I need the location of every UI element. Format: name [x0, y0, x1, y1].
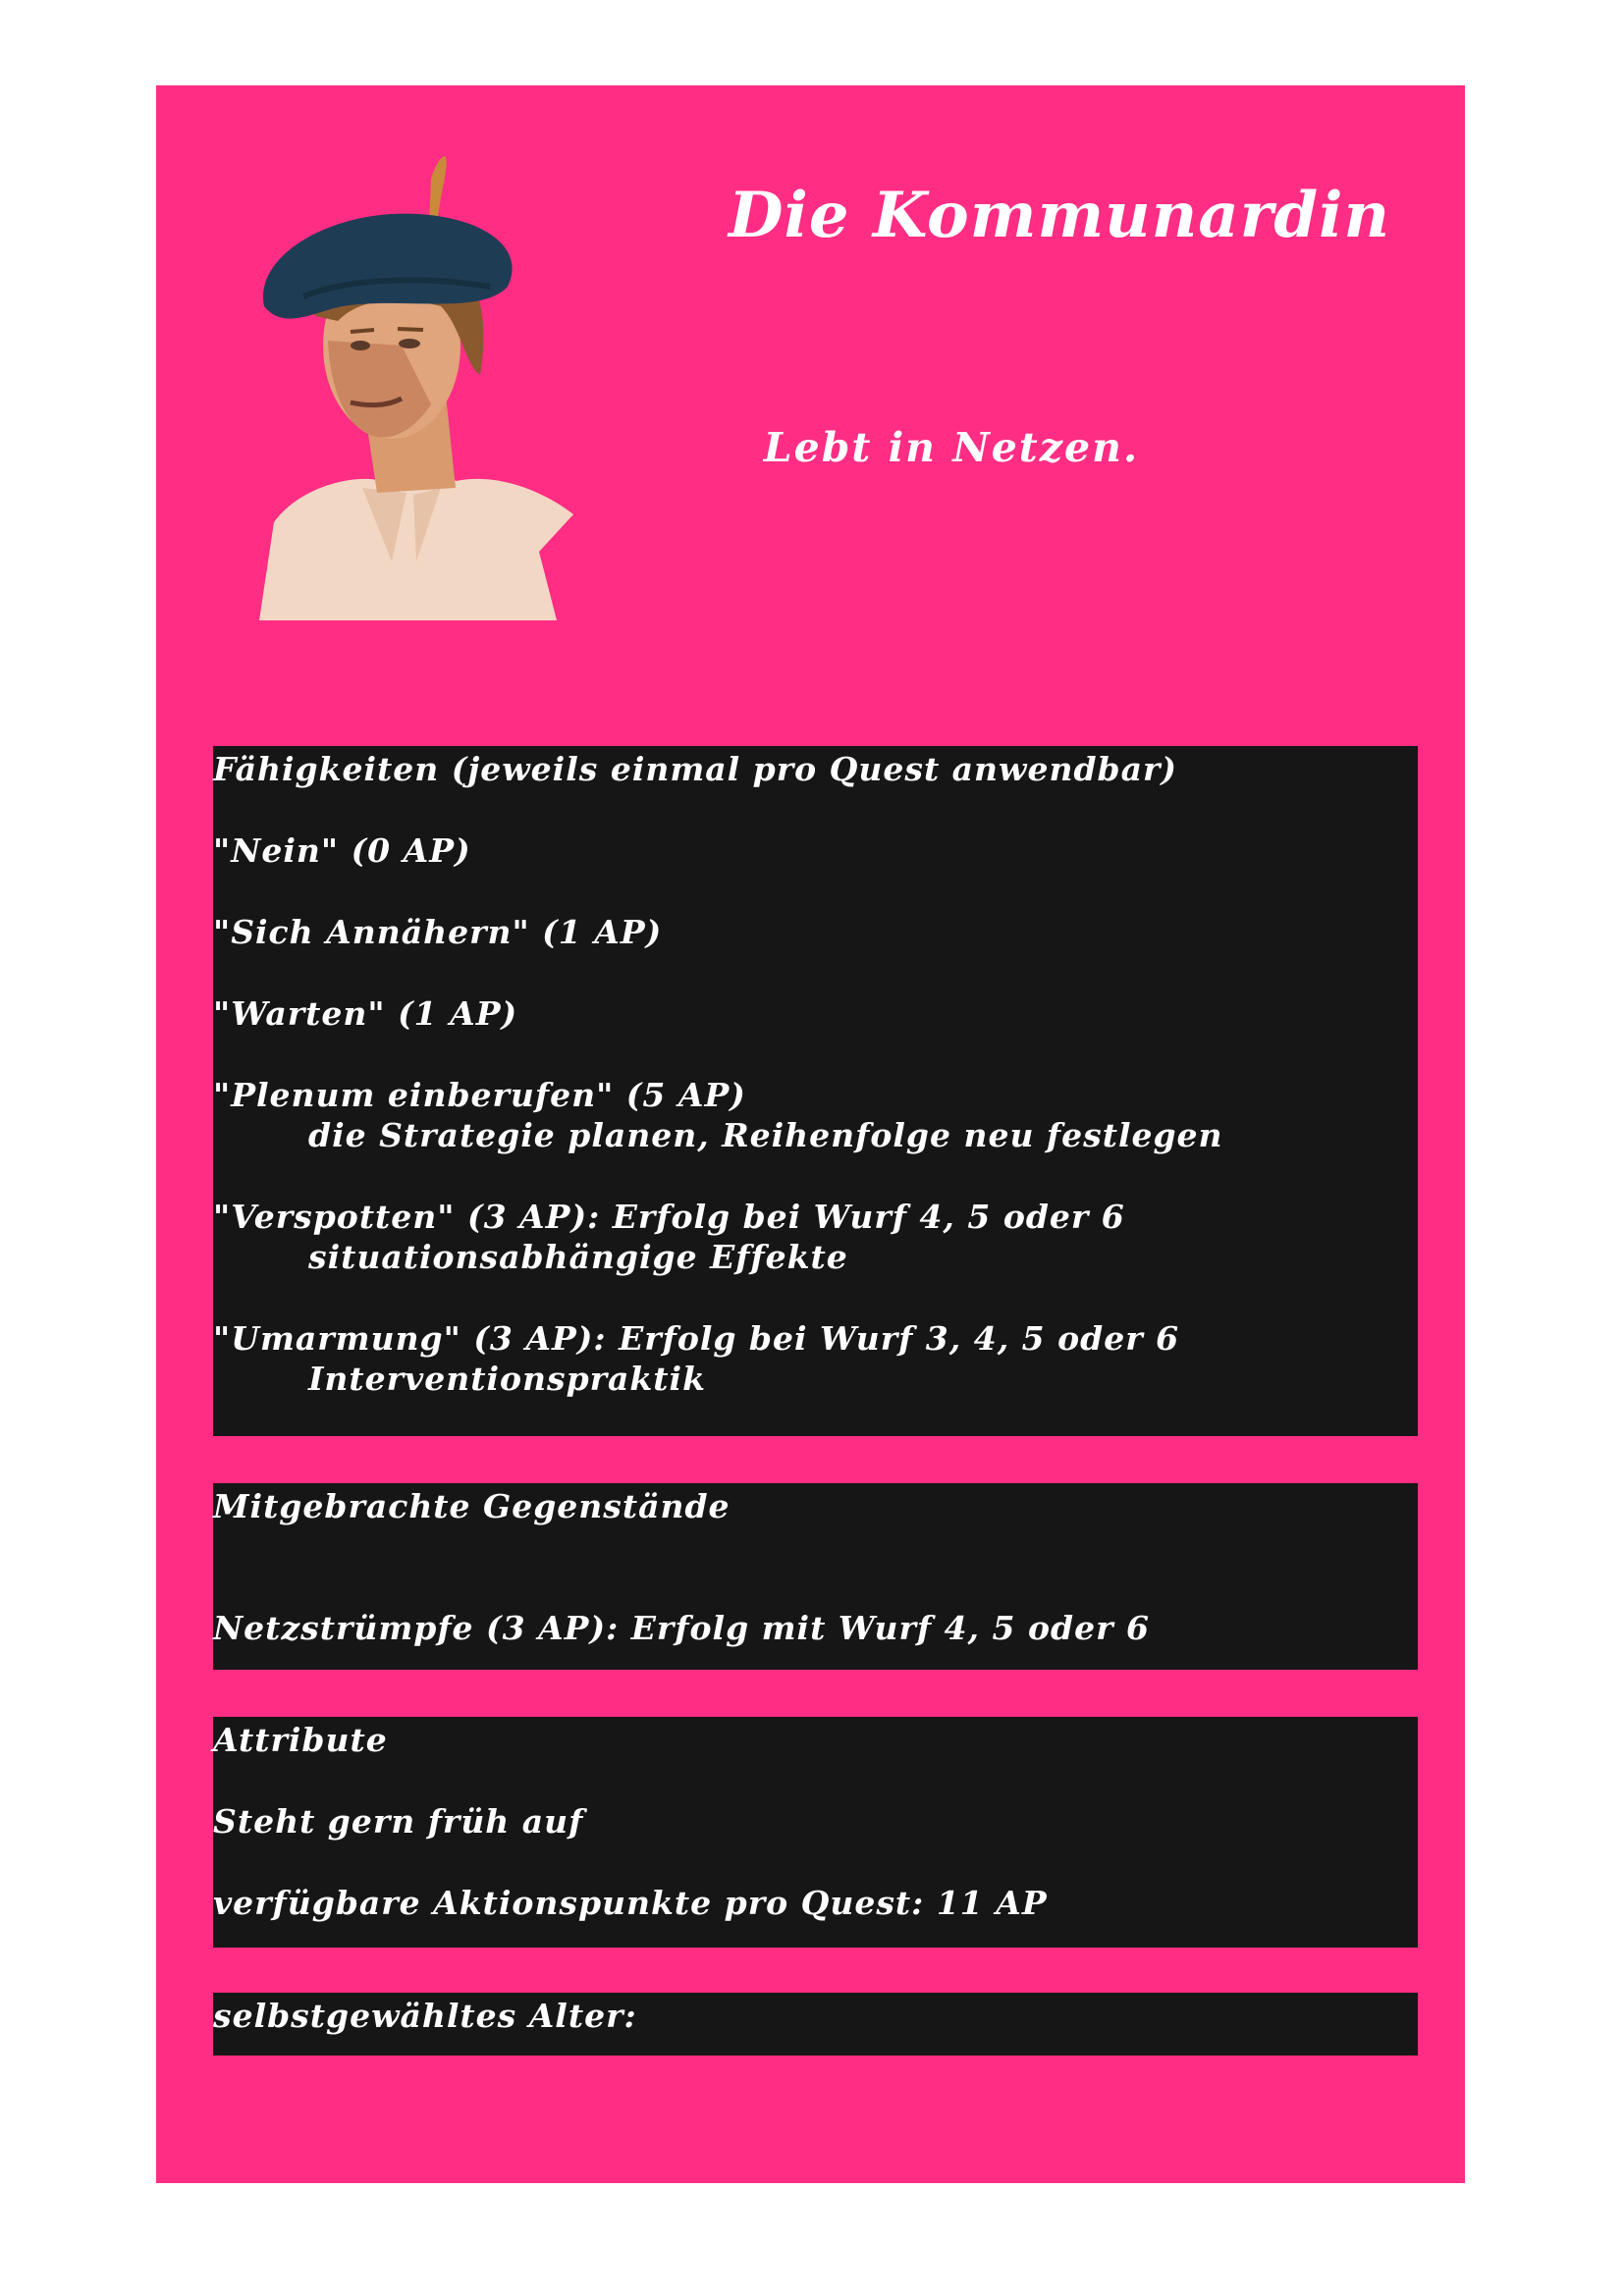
ability-detail: situationsabhängige Effekte — [308, 1238, 848, 1276]
ability-item: "Nein" (0 AP) — [213, 831, 471, 870]
age-box — [213, 1993, 1418, 2056]
ability-item: "Umarmung" (3 AP): Erfolg bei Wurf 3, 4, 5 oder 6 — [213, 1319, 1180, 1358]
ability-detail: die Strategie planen, Reihenfolge neu festlegen — [308, 1116, 1223, 1154]
item-entry: Netzstrümpfe (3 AP): Erfolg mit Wurf 4, 5 oder 6 — [213, 1609, 1150, 1647]
abilities-heading: Fähigkeiten (jeweils einmal pro Quest anwendbar) — [213, 750, 1177, 788]
abilities-box — [213, 746, 1418, 1436]
card-tagline: Lebt in Netzen. — [763, 424, 1140, 471]
items-heading: Mitgebrachte Gegenstände — [213, 1487, 731, 1525]
attribute-trait: Steht gern früh auf — [213, 1802, 584, 1841]
ability-item: "Verspotten" (3 AP): Erfolg bei Wurf 4, 5 oder 6 — [213, 1198, 1125, 1236]
age-label: selbstgewähltes Alter: — [213, 1997, 637, 2035]
portrait-image — [244, 149, 578, 620]
card-title: Die Kommunardin — [729, 179, 1390, 252]
attributes-heading: Attribute — [213, 1721, 388, 1759]
ability-detail: Interventionspraktik — [308, 1360, 706, 1398]
attributes-box — [213, 1717, 1418, 1948]
ability-item: "Warten" (1 AP) — [213, 994, 518, 1033]
items-box — [213, 1483, 1418, 1670]
attribute-action-points: verfügbare Aktionspunkte pro Quest: 11 AP — [213, 1884, 1048, 1922]
ability-item: "Sich Annähern" (1 AP) — [213, 913, 663, 951]
ability-item: "Plenum einberufen" (5 AP) — [213, 1076, 746, 1114]
character-card — [156, 85, 1465, 2183]
